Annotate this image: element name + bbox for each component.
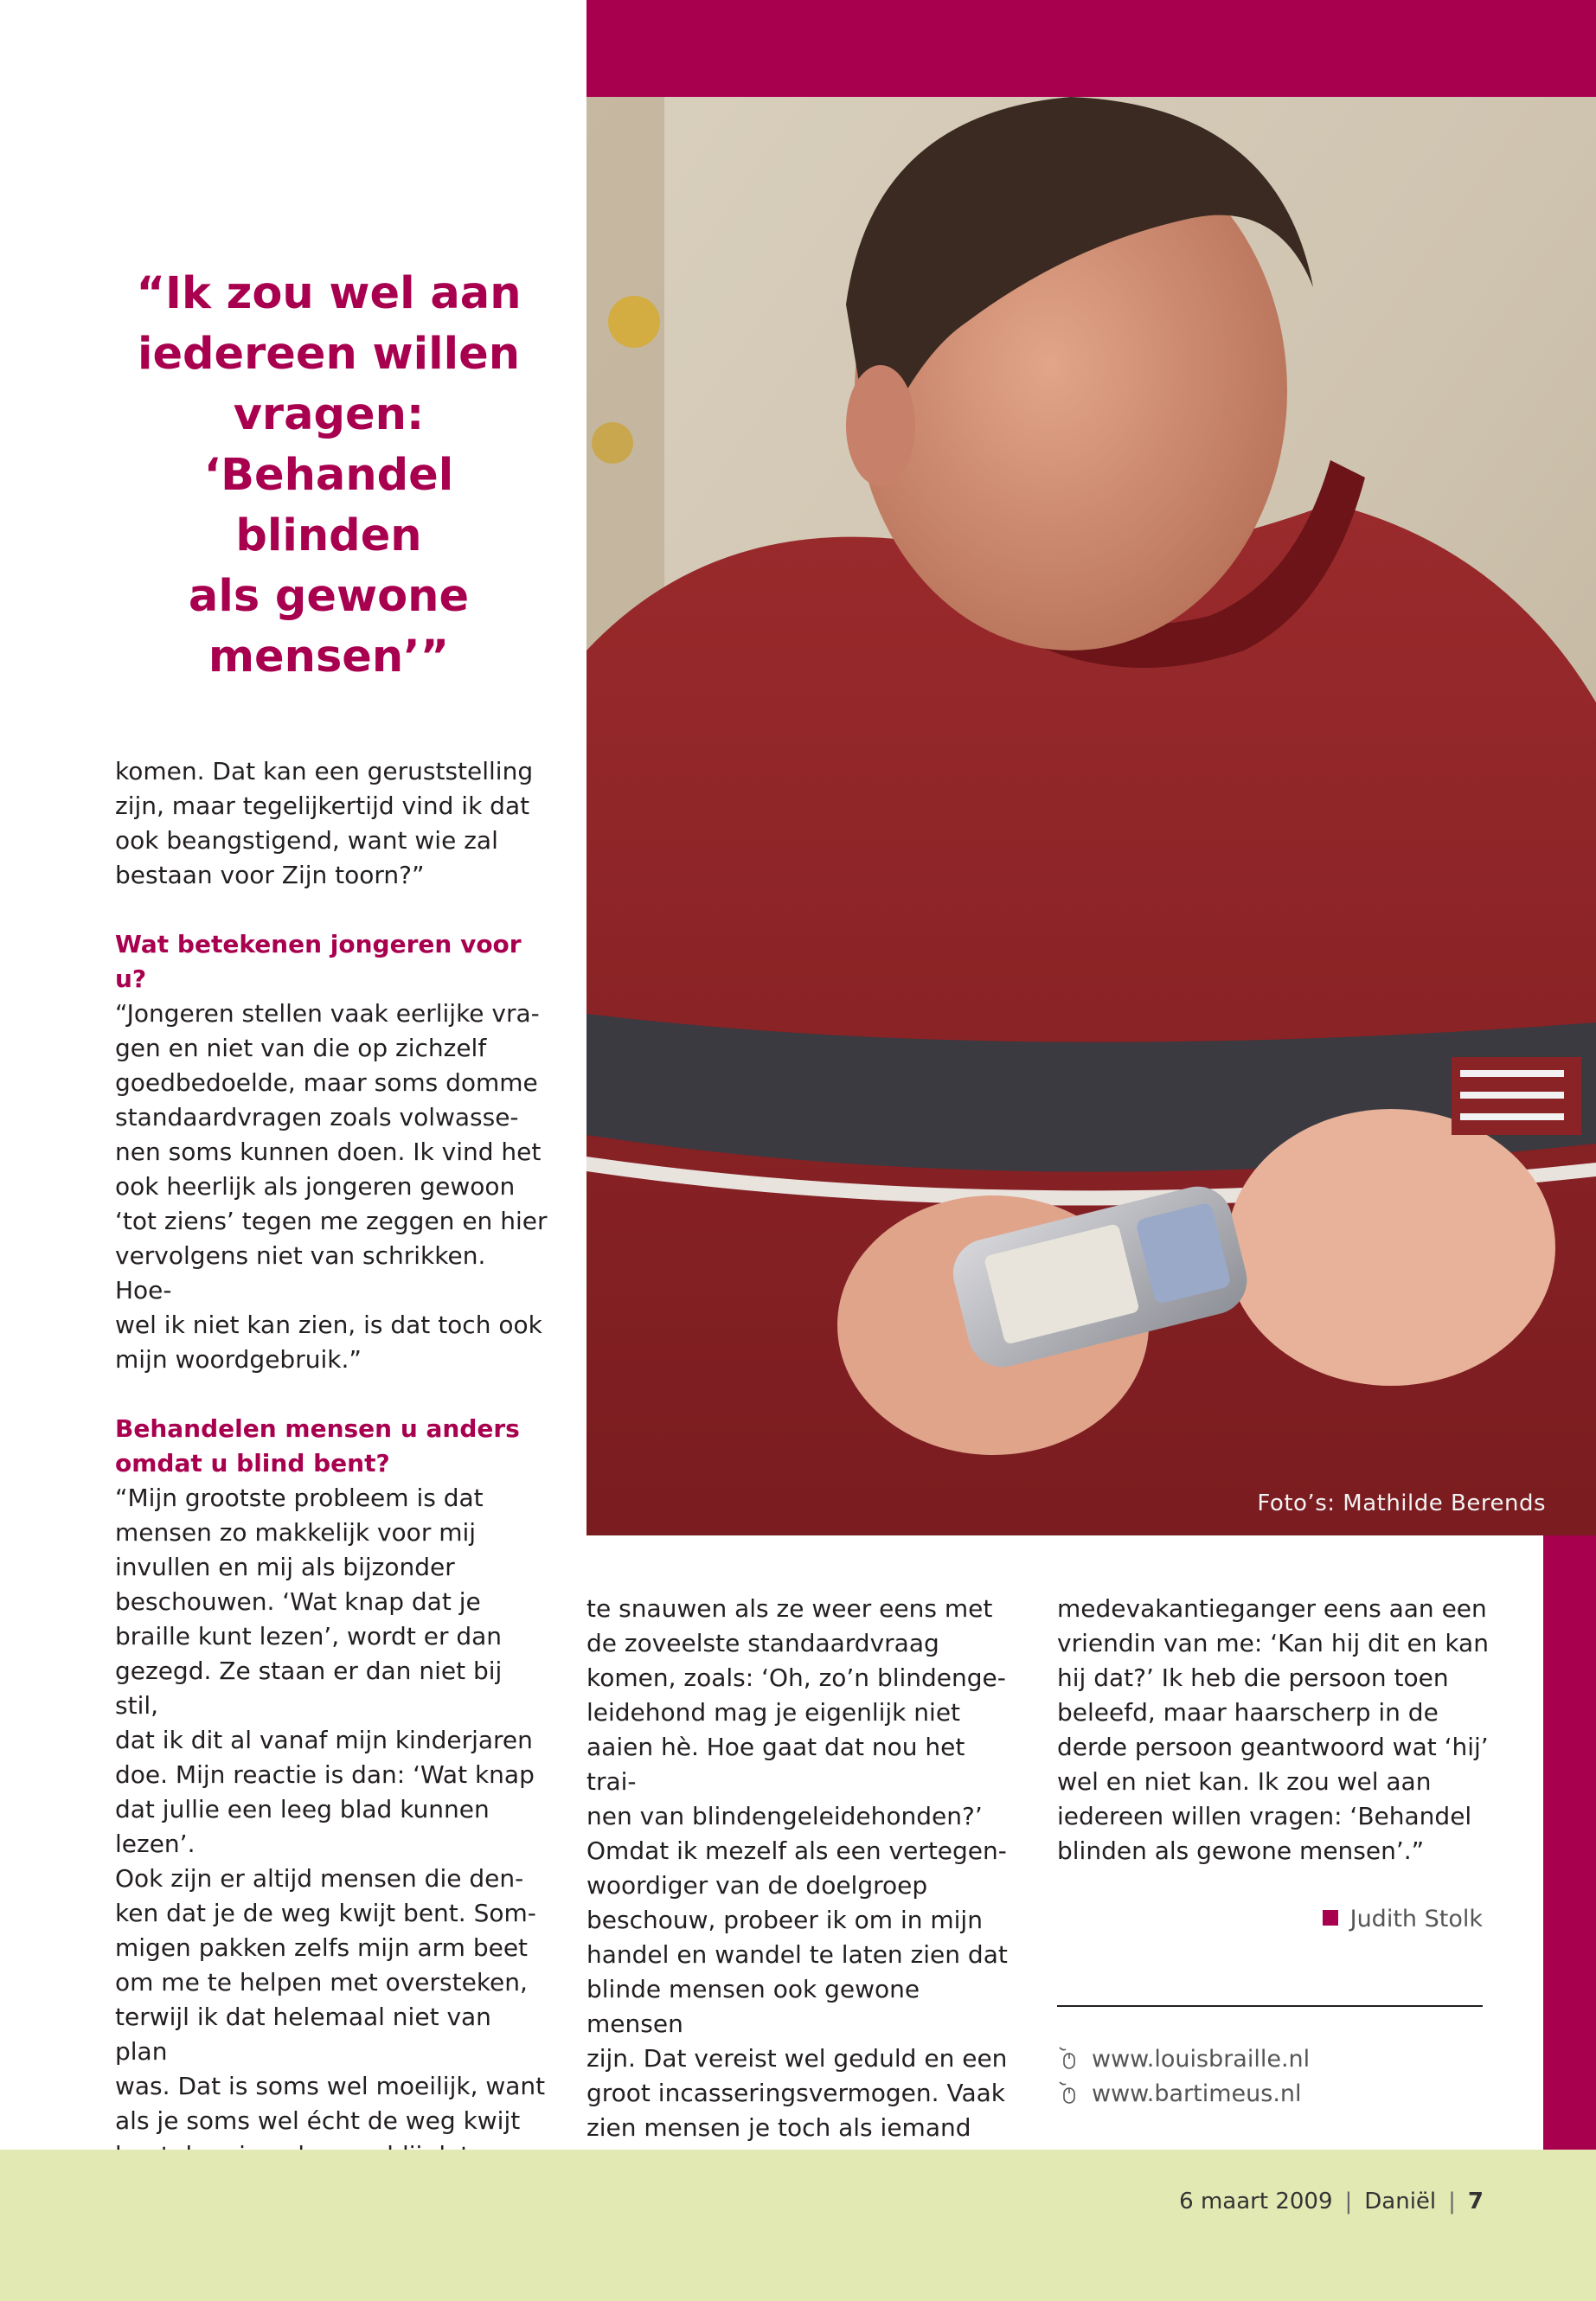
body-line: goedbedoelde, maar soms domme: [115, 1068, 538, 1097]
footer-band: [0, 2150, 1596, 2301]
body-line: dat jullie een leeg blad kunnen: [115, 1795, 490, 1823]
text-column-3: [1057, 1592, 1490, 1868]
body-line: ‘tot ziens’ tegen me zeggen en hier: [115, 1207, 548, 1235]
computer-mouse-icon: [1057, 2046, 1083, 2076]
body-line: ook heerlijk als jongeren gewoon: [115, 1172, 516, 1201]
pull-quote: [104, 264, 554, 688]
top-accent-band: [586, 0, 1596, 97]
link-text[interactable]: www.bartimeus.nl: [1092, 2080, 1302, 2107]
body-line: om me te helpen met oversteken,: [115, 1968, 528, 1997]
author-byline: [1057, 1906, 1483, 1932]
body-line: beschouw, probeer ik om in mijn: [586, 1906, 983, 1934]
body-line: blinde mensen ook gewone mensen: [586, 1975, 920, 2038]
computer-mouse-icon: [1057, 2080, 1083, 2111]
body-line: zien mensen je toch als iemand: [586, 2113, 971, 2142]
body-line: leidehond mag je eigenlijk niet: [586, 1698, 961, 1727]
body-line: nen van blindengeleidehonden?’: [586, 1802, 983, 1830]
body-line: als je soms wel écht de weg kwijt: [115, 2106, 521, 2135]
body-line: iedereen willen vragen: ‘Behandel: [1057, 1802, 1472, 1830]
interview-question: Wat betekenen jongeren voor u?: [115, 930, 522, 993]
web-link[interactable]: [1057, 2080, 1302, 2111]
body-line: dat ik dit al vanaf mijn kinderjaren: [115, 1726, 533, 1754]
pull-quote-line: iedereen willen: [137, 329, 521, 380]
body-line: vriendin van me: ‘Kan hij dit en kan: [1057, 1629, 1489, 1657]
body-line: komen. Dat kan een geruststelling: [115, 757, 534, 785]
square-bullet-icon: [1323, 1910, 1338, 1926]
body-line: migen pakken zelfs mijn arm beet: [115, 1933, 529, 1962]
body-line: standaardvragen zoals volwasse-: [115, 1103, 519, 1131]
issue-date: 6 maart 2009: [1179, 2189, 1333, 2214]
body-line: zijn, maar tegelijkertijd vind ik dat: [115, 792, 530, 820]
pull-quote-line: als gewone: [188, 571, 470, 622]
body-line: mijn woordgebruik.”: [115, 1345, 362, 1374]
body-line: aaien hè. Hoe gaat dat nou het trai-: [586, 1733, 965, 1796]
body-line: beschouwen. ‘Wat knap dat je: [115, 1587, 481, 1616]
divider: [1057, 2005, 1483, 2007]
pull-quote-line: “Ik zou wel aan: [136, 268, 522, 319]
body-line: Omdat ik mezelf als een vertegen-: [586, 1836, 1007, 1865]
body-line: “Jongeren stellen vaak eerlijke vra-: [115, 999, 540, 1028]
body-line: wel ik niet kan zien, is dat toch ook: [115, 1311, 542, 1339]
folio-separator: |: [1448, 2189, 1456, 2214]
body-line: doe. Mijn reactie is dan: ‘Wat knap: [115, 1760, 535, 1789]
body-line: braille kunt lezen’, wordt er dan: [115, 1622, 503, 1650]
interview-question: omdat u blind bent?: [115, 1449, 390, 1477]
body-line: Ook zijn er altijd mensen die den-: [115, 1864, 524, 1893]
interview-question: Behandelen mensen u anders: [115, 1414, 520, 1443]
pull-quote-line: vragen:: [233, 389, 425, 440]
body-line: komen, zoals: ‘Oh, zo’n blindenge-: [586, 1663, 1006, 1692]
body-line: zijn. Dat vereist wel geduld en een: [586, 2044, 1008, 2073]
body-line: terwijl ik dat helemaal niet van plan: [115, 2003, 491, 2066]
body-line: “Mijn grootste probleem is dat: [115, 1484, 484, 1512]
body-line: lezen’.: [115, 1830, 195, 1858]
body-line: gen en niet van die op zichzelf: [115, 1034, 487, 1062]
body-line: derde persoon geantwoord wat ‘hij’: [1057, 1733, 1489, 1761]
body-line: ook beangstigend, want wie zal: [115, 826, 498, 855]
body-line: blinden als gewone mensen’.”: [1057, 1836, 1425, 1865]
body-line: gezegd. Ze staan er dan niet bij stil,: [115, 1657, 503, 1720]
photo-man-with-phone-icon: [586, 97, 1596, 1535]
body-line: invullen en mij als bijzonder: [115, 1553, 455, 1581]
body-line: handel en wandel te laten zien dat: [586, 1940, 1008, 1969]
web-link[interactable]: [1057, 2046, 1310, 2076]
article-photo: [586, 97, 1596, 1535]
right-accent-band: [1543, 1535, 1596, 2150]
body-line: hij dat?’ Ik heb die persoon toen: [1057, 1663, 1449, 1692]
page-folio: [1179, 2189, 1484, 2214]
body-line: beleefd, maar haarscherp in de: [1057, 1698, 1439, 1727]
body-line: vervolgens niet van schrikken. Hoe-: [115, 1241, 486, 1304]
body-line: was. Dat is soms wel moeilijk, want: [115, 2072, 546, 2100]
body-line: wel en niet kan. Ik zou wel aan: [1057, 1767, 1432, 1796]
body-line: medevakantieganger eens aan een: [1057, 1594, 1487, 1623]
pull-quote-line: mensen’”: [208, 631, 450, 683]
folio-separator: |: [1344, 2189, 1353, 2214]
text-column-2: [586, 1592, 1019, 2214]
author-name: Judith Stolk: [1349, 1906, 1483, 1932]
publication-name: Daniël: [1364, 2189, 1437, 2214]
body-line: te snauwen als ze weer eens met: [586, 1594, 993, 1623]
body-line: de zoveelste standaardvraag: [586, 1629, 939, 1657]
body-line: woordiger van de doelgroep: [586, 1871, 928, 1900]
body-line: nen soms kunnen doen. Ik vind het: [115, 1138, 542, 1166]
text-column-1: [115, 754, 548, 2242]
photo-credit: Foto’s: Mathilde Berends: [1257, 1490, 1546, 1516]
body-line: bestaan voor Zijn toorn?”: [115, 861, 425, 889]
body-line: ken dat je de weg kwijt bent. Som-: [115, 1899, 536, 1927]
pull-quote-line: ‘Behandel blinden: [203, 450, 454, 561]
link-text[interactable]: www.louisbraille.nl: [1092, 2046, 1311, 2073]
page-number: 7: [1467, 2189, 1484, 2214]
body-line: groot incasseringsvermogen. Vaak: [586, 2079, 1005, 2107]
body-line: mensen zo makkelijk voor mij: [115, 1518, 477, 1547]
